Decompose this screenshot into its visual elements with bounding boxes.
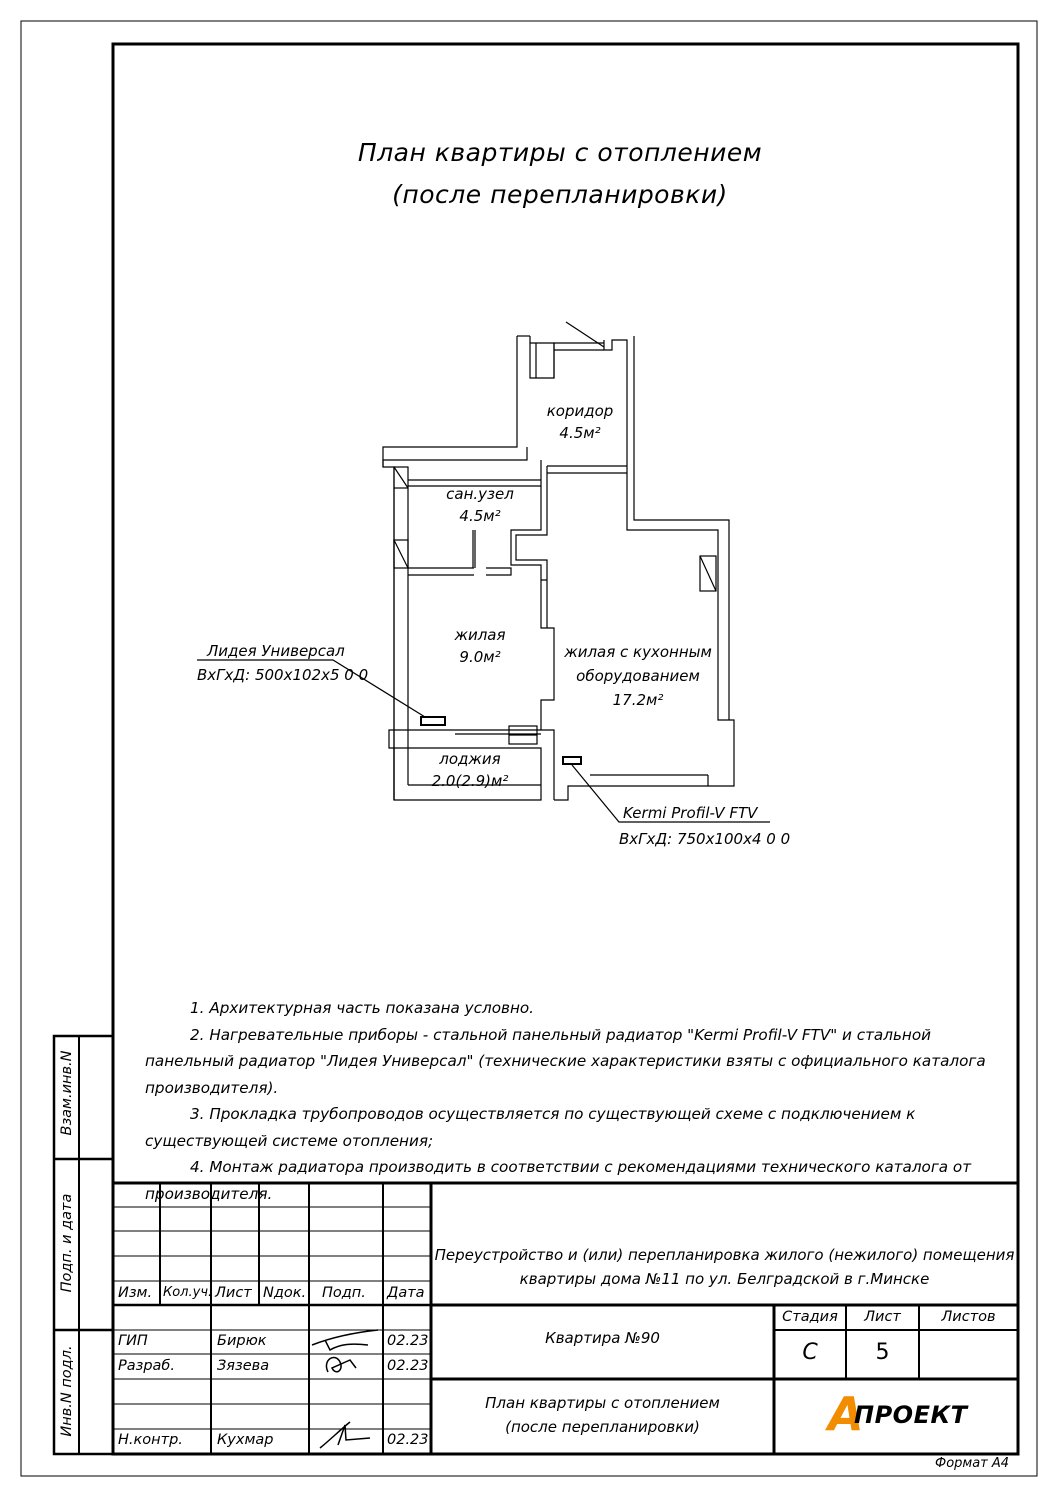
company-logo (828, 1387, 978, 1441)
room-bathroom-area: 4.5м² (459, 507, 501, 525)
signature-razrab (326, 1357, 356, 1372)
radiator-kermi-dims: ВхГхД: 750х100х4 0 0 (619, 830, 791, 848)
tb-sheet-title (431, 1391, 774, 1439)
signature-nkontr (320, 1422, 370, 1448)
tb-sheets-header: Листов (941, 1309, 996, 1325)
logo-mark: А (828, 1387, 864, 1441)
tb-header-podp: Подп. (322, 1285, 366, 1301)
tb-header-izm: Изм. (118, 1285, 153, 1301)
tb-date-gip: 02.23 (387, 1333, 429, 1349)
tb-sheet-title-line2: (после перепланировки) (505, 1418, 700, 1436)
side-stamp-podp: Подп. и дата (59, 1193, 75, 1293)
tb-name-nkontr: Кухмар (217, 1432, 274, 1448)
tb-stage-header: Стадия (782, 1309, 838, 1325)
note-3: 3. Прокладка трубопроводов осуществляется по существующей схеме с подключением к существующей системе отопления; (145, 1105, 916, 1150)
tb-name-gip: Бирюк (217, 1333, 267, 1349)
tb-header-kol: Кол.уч. (163, 1285, 213, 1300)
room-living-area: 9.0м² (459, 648, 501, 666)
note-2: 2. Нагревательные приборы - стальной панельный радиатор "Kermi Profil-V FTV" и стальной панельный радиатор "Лидея Универсал" (технические характеристики взяты с официального каталога производителя). (145, 1025, 986, 1097)
tb-role-razrab: Разраб. (118, 1358, 175, 1374)
room-corridor-area: 4.5м² (559, 424, 601, 442)
tb-sheet: 5 (875, 1340, 890, 1365)
tb-stage: С (802, 1340, 818, 1365)
radiator-kermi-name: Kermi Profil-V FTV (623, 804, 758, 822)
tb-header-list: Лист (215, 1285, 252, 1301)
room-loggia-name: лоджия (439, 750, 501, 768)
tb-sheet-title-line1: План квартиры с отоплением (485, 1394, 720, 1412)
room-kitchen-living-name2: оборудованием (576, 667, 700, 685)
note-1: 1. Архитектурная часть показана условно. (190, 999, 534, 1017)
room-bathroom-name: сан.узел (446, 485, 514, 503)
radiator-lideya-dims: ВхГхД: 500х102х5 0 0 (197, 666, 369, 684)
tb-project-line1: Переустройство и (или) перепланировка жилого (нежилого) помещения (434, 1246, 1015, 1264)
logo-text: ПРОЕКТ (854, 1401, 968, 1429)
tb-role-nkontr: Н.контр. (118, 1432, 183, 1448)
room-kitchen-living-area: 17.2м² (612, 691, 664, 709)
format-label: Формат А4 (935, 1456, 1010, 1471)
drawing-title-line1: План квартиры с отоплением (357, 138, 763, 167)
room-corridor-name: коридор (546, 402, 614, 420)
tb-date-nkontr: 02.23 (387, 1432, 429, 1448)
tb-sheet-header: Лист (864, 1309, 901, 1325)
tb-object: Квартира №90 (545, 1329, 660, 1347)
tb-date-razrab: 02.23 (387, 1358, 429, 1374)
drawing-title-line2: (после перепланировки) (392, 180, 728, 209)
tb-header-ndok: Nдок. (263, 1285, 307, 1301)
side-stamp-vzam: Взам.инв.N (59, 1050, 75, 1136)
tb-project-line2: квартиры дома №11 по ул. Белградской в г.Минске (519, 1270, 930, 1288)
tb-role-gip: ГИП (118, 1333, 148, 1349)
tb-project (431, 1243, 1018, 1291)
room-living-name: жилая (454, 626, 506, 644)
room-loggia-area: 2.0(2.9)м² (431, 772, 509, 790)
radiator-lideya-name: Лидея Универсал (207, 642, 345, 660)
room-kitchen-living-name1: жилая с кухонным (564, 643, 712, 661)
signature-gip (312, 1330, 378, 1350)
tb-header-data: Дата (387, 1285, 425, 1301)
side-stamp-inv: Инв.N подл. (59, 1345, 75, 1437)
note-4: 4. Монтаж радиатора производить в соответствии с рекомендациями технического каталога от производителя. (145, 1158, 972, 1203)
tb-name-razrab: Зязева (217, 1358, 270, 1374)
